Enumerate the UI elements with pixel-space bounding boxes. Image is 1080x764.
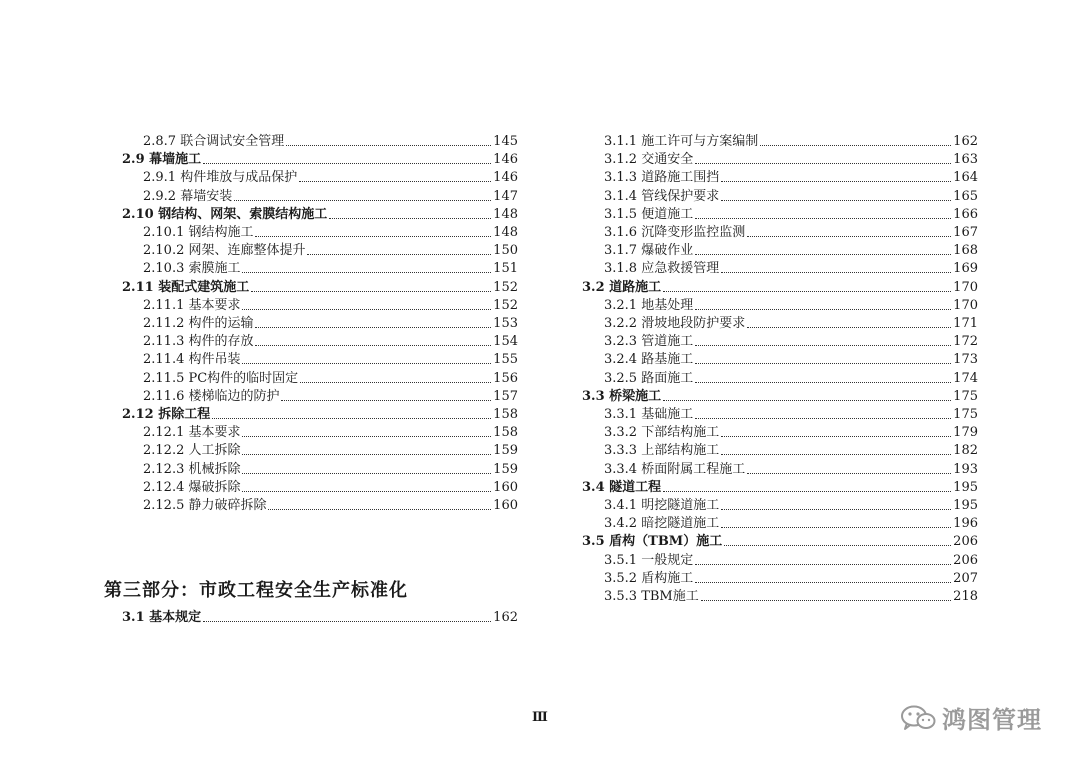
toc-entry-page: 195 xyxy=(953,479,978,495)
toc-entry xyxy=(604,151,978,169)
toc-entry xyxy=(143,351,518,369)
toc-entry xyxy=(604,461,978,479)
toc-entry xyxy=(604,351,978,369)
toc-entry-label: 3.2 道路施工 xyxy=(582,279,662,295)
leader-dots xyxy=(721,527,951,528)
toc-entry-label: 2.9.2 幕墙安装 xyxy=(143,188,233,204)
toc-entry-label: 3.5.2 盾构施工 xyxy=(604,570,694,586)
leader-dots xyxy=(747,327,951,328)
leader-dots xyxy=(242,272,491,273)
toc-entry-label: 2.12.3 机械拆除 xyxy=(143,461,241,477)
toc-entry xyxy=(143,497,518,515)
leader-dots xyxy=(255,345,491,346)
toc-entry xyxy=(122,279,518,297)
page-number: Ⅲ xyxy=(532,710,548,725)
watermark xyxy=(900,700,1042,735)
leader-dots xyxy=(695,254,951,255)
toc-entry-page: 175 xyxy=(953,388,978,404)
toc-entry-label: 3.2.5 路面施工 xyxy=(604,370,694,386)
toc-entry-page: 164 xyxy=(953,170,978,186)
leader-dots xyxy=(721,181,951,182)
toc-entry xyxy=(604,169,978,187)
section-heading: 第三部分：市政工程安全生产标准化 xyxy=(104,580,408,601)
leader-dots xyxy=(203,163,491,164)
toc-entry-label: 2.10 钢结构、网架、索膜结构施工 xyxy=(122,206,328,222)
toc-entry-label: 3.3.4 桥面附属工程施工 xyxy=(604,461,746,477)
toc-entry-page: 167 xyxy=(953,225,978,240)
toc-entry-label: 3.1 基本规定 xyxy=(122,610,202,625)
toc-entry-label: 2.10.3 索膜施工 xyxy=(143,261,241,277)
toc-entry-page: 162 xyxy=(493,610,518,625)
toc-entry-label: 3.2.1 地基处理 xyxy=(604,297,694,313)
toc-entry-label: 3.1.2 交通安全 xyxy=(604,152,694,168)
toc-entry-label: 3.3.3 上部结构施工 xyxy=(604,443,720,459)
leader-dots xyxy=(242,473,491,474)
toc-entry-label: 2.9 幕墙施工 xyxy=(122,152,202,168)
leader-dots xyxy=(663,291,951,292)
toc-entry-page: 147 xyxy=(493,188,518,204)
wechat-icon xyxy=(900,705,936,731)
toc-entry-page: 160 xyxy=(493,498,518,513)
toc-entry xyxy=(604,552,978,570)
toc-entry-page: 175 xyxy=(953,407,978,422)
toc-entry-page: 182 xyxy=(953,443,978,459)
toc-entry-page: 170 xyxy=(953,279,978,295)
toc-entry-label: 2.11.6 楼梯临边的防护 xyxy=(143,388,280,404)
leader-dots xyxy=(695,163,951,164)
leader-dots xyxy=(242,491,491,492)
toc-entry xyxy=(604,442,978,460)
toc-entry xyxy=(604,315,978,333)
toc-entry-page: 156 xyxy=(493,370,518,386)
toc-entry xyxy=(143,315,518,333)
toc-entry-label: 3.2.2 滑坡地段防护要求 xyxy=(604,316,746,331)
leader-dots xyxy=(695,218,951,219)
toc-entry-label: 3.2.3 管道施工 xyxy=(604,334,694,350)
leader-dots xyxy=(242,454,491,455)
toc-entry-page: 193 xyxy=(953,461,978,477)
toc-entry xyxy=(604,570,978,588)
toc-entry xyxy=(582,533,978,551)
toc-entry-label: 2.11.3 构件的存放 xyxy=(143,334,254,350)
toc-entry-label: 3.1.1 施工许可与方案编制 xyxy=(604,134,759,149)
leader-dots xyxy=(695,582,951,583)
leader-dots xyxy=(242,436,491,437)
toc-entry-page: 165 xyxy=(953,188,978,204)
leader-dots xyxy=(242,309,491,310)
leader-dots xyxy=(695,382,951,383)
leader-dots xyxy=(721,436,951,437)
toc-entry xyxy=(143,133,518,151)
toc-entry-label: 2.12.2 人工拆除 xyxy=(143,443,241,459)
toc-entry-page: 158 xyxy=(493,407,518,422)
toc-entry-page: 206 xyxy=(953,552,978,568)
toc-entry-page: 152 xyxy=(493,297,518,313)
leader-dots xyxy=(695,345,951,346)
toc-entry-page: 148 xyxy=(493,225,518,240)
leader-dots xyxy=(255,236,491,237)
toc-entry xyxy=(582,279,978,297)
toc-entry-page: 163 xyxy=(953,152,978,168)
toc-entry-page: 196 xyxy=(953,516,978,532)
leader-dots xyxy=(281,400,491,401)
toc-entry-label: 2.8.7 联合调试安全管理 xyxy=(143,134,285,149)
toc-entry xyxy=(143,242,518,260)
toc-entry-label: 3.2.4 路基施工 xyxy=(604,352,694,368)
toc-entry-page: 158 xyxy=(493,425,518,441)
toc-entry xyxy=(604,260,978,278)
toc-entry-page: 162 xyxy=(953,134,978,149)
leader-dots xyxy=(212,418,491,419)
toc-entry xyxy=(604,297,978,315)
toc-entry-page: 151 xyxy=(493,261,518,277)
leader-dots xyxy=(747,236,951,237)
toc-entry-label: 3.5.3 TBM施工 xyxy=(604,589,699,604)
toc-entry xyxy=(604,497,978,515)
toc-entry-label: 2.12.5 静力破碎拆除 xyxy=(143,498,267,513)
toc-entry-page: 145 xyxy=(493,134,518,149)
leader-dots xyxy=(268,509,491,510)
leader-dots xyxy=(695,564,951,565)
toc-entry-page: 170 xyxy=(953,297,978,313)
toc-entry-page: 152 xyxy=(493,279,518,295)
leader-dots xyxy=(721,454,951,455)
leader-dots xyxy=(721,272,951,273)
toc-entry xyxy=(604,333,978,351)
toc-entry xyxy=(582,479,978,497)
toc-entry xyxy=(143,333,518,351)
toc-entry xyxy=(122,151,518,169)
toc-entry-label: 3.4.2 暗挖隧道施工 xyxy=(604,516,720,532)
toc-entry xyxy=(122,609,518,627)
toc-entry-page: 154 xyxy=(493,334,518,350)
toc-entry-label: 3.1.7 爆破作业 xyxy=(604,243,694,259)
toc-entry-page: 172 xyxy=(953,334,978,350)
leader-dots xyxy=(300,382,491,383)
toc-entry-label: 3.4.1 明挖隧道施工 xyxy=(604,498,720,513)
leader-dots xyxy=(663,491,951,492)
toc-entry-label: 2.10.1 钢结构施工 xyxy=(143,225,254,240)
leader-dots xyxy=(251,291,491,292)
toc-entry-label: 2.11.5 PC构件的临时固定 xyxy=(143,370,299,386)
toc-entry-page: 207 xyxy=(953,570,978,586)
toc-entry xyxy=(604,424,978,442)
toc-entry-page: 157 xyxy=(493,388,518,404)
toc-entry-page: 153 xyxy=(493,316,518,331)
toc-entry xyxy=(143,224,518,242)
toc-entry xyxy=(143,188,518,206)
watermark-text: 鸿图管理 xyxy=(942,706,1042,734)
toc-entry-label: 3.5.1 一般规定 xyxy=(604,552,694,568)
toc-entry-label: 2.12 拆除工程 xyxy=(122,407,211,422)
toc-entry-label: 2.12.4 爆破拆除 xyxy=(143,479,241,495)
leader-dots xyxy=(242,363,491,364)
toc-entry xyxy=(143,424,518,442)
leader-dots xyxy=(695,309,951,310)
toc-entry-label: 3.3 桥梁施工 xyxy=(582,388,662,404)
toc-entry xyxy=(604,515,978,533)
leader-dots xyxy=(701,600,951,601)
leader-dots xyxy=(329,218,491,219)
toc-entry-page: 168 xyxy=(953,243,978,259)
toc-entry xyxy=(143,461,518,479)
toc-entry-page: 146 xyxy=(493,152,518,168)
toc-entry-page: 148 xyxy=(493,206,518,222)
toc-entry xyxy=(604,133,978,151)
toc-entry-label: 2.9.1 构件堆放与成品保护 xyxy=(143,170,298,186)
toc-entry xyxy=(143,297,518,315)
toc-entry xyxy=(122,206,518,224)
toc-entry-label: 2.10.2 网架、连廊整体提升 xyxy=(143,243,306,259)
toc-entry xyxy=(143,260,518,278)
toc-entry-page: 155 xyxy=(493,352,518,368)
leader-dots xyxy=(299,181,491,182)
leader-dots xyxy=(695,363,951,364)
toc-entry-label: 2.12.1 基本要求 xyxy=(143,425,241,441)
toc-entry xyxy=(604,242,978,260)
toc-entry-page: 174 xyxy=(953,370,978,386)
leader-dots xyxy=(663,400,951,401)
toc-entry xyxy=(604,224,978,242)
toc-entry-label: 3.5 盾构（TBM）施工 xyxy=(582,534,723,550)
toc-entry xyxy=(604,206,978,224)
toc-entry xyxy=(604,406,978,424)
toc-entry-label: 2.11 装配式建筑施工 xyxy=(122,279,250,295)
leader-dots xyxy=(721,509,951,510)
toc-entry-page: 159 xyxy=(493,443,518,459)
toc-entry xyxy=(143,370,518,388)
toc-entry-page: 150 xyxy=(493,243,518,259)
toc-entry-page: 169 xyxy=(953,261,978,277)
toc-entry-label: 3.3.1 基础施工 xyxy=(604,407,694,422)
toc-entry-page: 206 xyxy=(953,534,978,550)
leader-dots xyxy=(307,254,491,255)
toc-entry-page: 179 xyxy=(953,425,978,441)
leader-dots xyxy=(721,200,951,201)
toc-entry xyxy=(604,188,978,206)
toc-entry-label: 3.4 隧道工程 xyxy=(582,479,662,495)
toc-entry-page: 173 xyxy=(953,352,978,368)
leader-dots xyxy=(695,418,951,419)
toc-entry-page: 146 xyxy=(493,170,518,186)
leader-dots xyxy=(760,145,951,146)
toc-entry-label: 3.1.5 便道施工 xyxy=(604,206,694,222)
leader-dots xyxy=(286,145,491,146)
toc-entry-label: 3.3.2 下部结构施工 xyxy=(604,425,720,441)
toc-entry-page: 159 xyxy=(493,461,518,477)
toc-entry-page: 166 xyxy=(953,206,978,222)
toc-entry-label: 3.1.8 应急救援管理 xyxy=(604,261,720,277)
leader-dots xyxy=(724,545,951,546)
toc-entry xyxy=(143,442,518,460)
toc-entry xyxy=(604,588,978,606)
toc-entry-page: 195 xyxy=(953,498,978,513)
leader-dots xyxy=(234,200,491,201)
toc-entry xyxy=(582,388,978,406)
toc-entry-label: 2.11.2 构件的运输 xyxy=(143,316,254,331)
toc-entry-label: 2.11.1 基本要求 xyxy=(143,297,241,313)
toc-entry-page: 218 xyxy=(953,589,978,604)
toc-entry-page: 171 xyxy=(953,316,978,331)
toc-entry xyxy=(143,169,518,187)
toc-entry xyxy=(143,388,518,406)
toc-entry xyxy=(604,370,978,388)
leader-dots xyxy=(203,621,491,622)
toc-entry-page: 160 xyxy=(493,479,518,495)
toc-entry-label: 3.1.3 道路施工围挡 xyxy=(604,170,720,186)
toc-entry-label: 2.11.4 构件吊装 xyxy=(143,352,241,368)
toc-entry xyxy=(143,479,518,497)
toc-entry-label: 3.1.4 管线保护要求 xyxy=(604,188,720,204)
leader-dots xyxy=(747,473,951,474)
toc-entry xyxy=(122,406,518,424)
toc-entry-label: 3.1.6 沉降变形监控监测 xyxy=(604,225,746,240)
leader-dots xyxy=(255,327,491,328)
